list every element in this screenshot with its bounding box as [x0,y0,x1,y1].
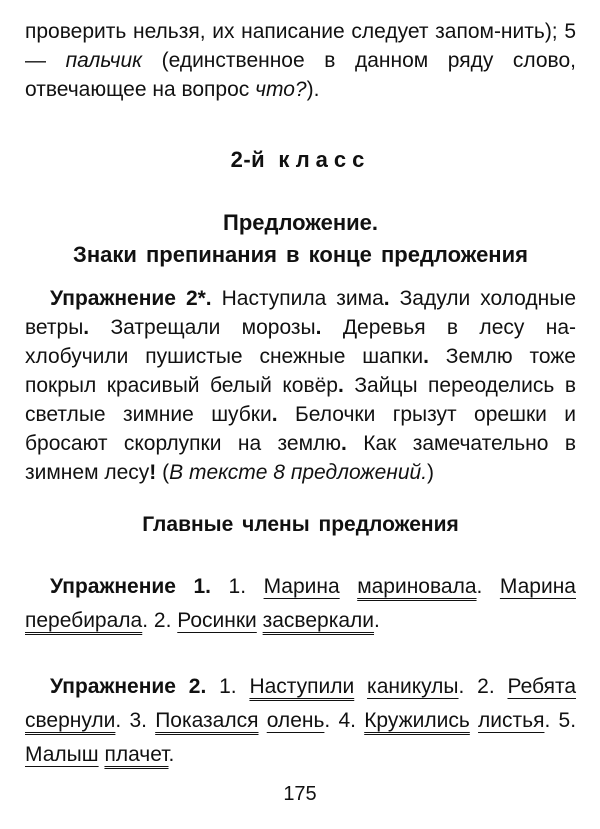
grade-heading [25,147,576,173]
predicate-word: плачет [104,743,169,766]
predicate-word: Наступили [249,675,355,698]
sentence: Землю тоже покрыл красивый белый ковёр [25,345,576,397]
section1-title-line1: Предложение. [223,210,378,235]
predicate-word: засверкали [262,609,375,632]
sentence-end-mark: . [383,287,390,310]
exercise-label: Упражнение 2*. [50,287,212,310]
sentence-end-mark: . [423,345,429,368]
intro-italic-question: что? [255,78,307,101]
subject-word: листья [478,709,545,732]
predicate-word: мариновала [357,575,477,598]
predicate-word: Показался [155,709,259,732]
item-number: 1. [228,575,247,598]
sentence-end-mark: . [271,403,278,426]
section-title-main-members: Главные члены предложения [142,513,459,536]
item-number: 1. [219,675,237,698]
intro-text-1: проверить нельзя, их написание следует запом-нить); 5 — [25,20,576,72]
predicate-word: перебирала [25,609,143,632]
exercise-2: Упражнение 2. 1. Наступили каникулы. 2. Ребята свернули. 3. Показался олень. 4. Кружились листья. 5. Малыш плачет. [25,675,577,766]
predicate-word: Кружились [364,709,470,732]
item-number: 4. [338,709,356,732]
intro-text-3: ). [306,78,320,101]
sentence: Наступила зима [211,287,384,310]
sentence-end-mark: . [83,316,90,339]
subject-word: Малыш [25,743,99,766]
item-number: 2. [153,609,172,632]
sentence: Деревья в лесу нахлобучили пушистые снежные шапки [25,316,576,368]
grade-number: 2-й [230,147,266,172]
sentence-end-mark: . [315,316,322,339]
sentence: Зайцы переоделись в светлые зимние шубки [25,374,576,426]
exercise-1: Упражнение 1. 1. Марина мариновала. Марина перебирала. 2. Росинки засверкали. [25,575,576,632]
sentence-end-mark: ! [149,461,157,484]
subject-word: олень [266,709,325,732]
sentence: Белочки грызут орешки и бросают скорлупки на землю [25,403,576,455]
intro-paragraph [25,17,576,104]
sentence: Затрещали морозы [89,316,316,339]
sentence-end-mark: . [341,432,347,455]
sentence: Задули холодные ветры [25,287,577,339]
page-number: 175 [283,783,317,805]
sentence-end-mark: . [338,374,344,397]
item-number: 2. [477,675,495,698]
subject-word: каникулы [367,675,459,698]
note-open: ( [156,461,170,484]
item-number: 5. [558,709,577,732]
intro-text-2: (единственное в данном ряду слово, отвечающее на вопрос [25,49,576,101]
note-close: ) [427,461,435,484]
intro-italic-word: пальчик [65,49,143,72]
item-number: 3. [129,709,147,732]
exercise-2-star [25,284,576,487]
predicate-word: свернули [25,709,116,732]
grade-word: класс [278,147,371,172]
subject-word: Ребята [507,675,577,698]
subject-word: Росинки [177,609,257,632]
subject-word: Марина [263,575,340,598]
note-italic: В тексте 8 предложений. [169,461,428,484]
exercise-label: Упражнение 1. [50,575,212,598]
section-title-sentence [25,207,576,271]
sentence: Как замечательно в зимнем лесу [25,432,577,484]
exercise-label: Упражнение 2. [50,675,207,698]
subject-word: Марина [499,575,576,598]
section1-title-line2: Знаки препинания в конце предложения [73,242,528,267]
